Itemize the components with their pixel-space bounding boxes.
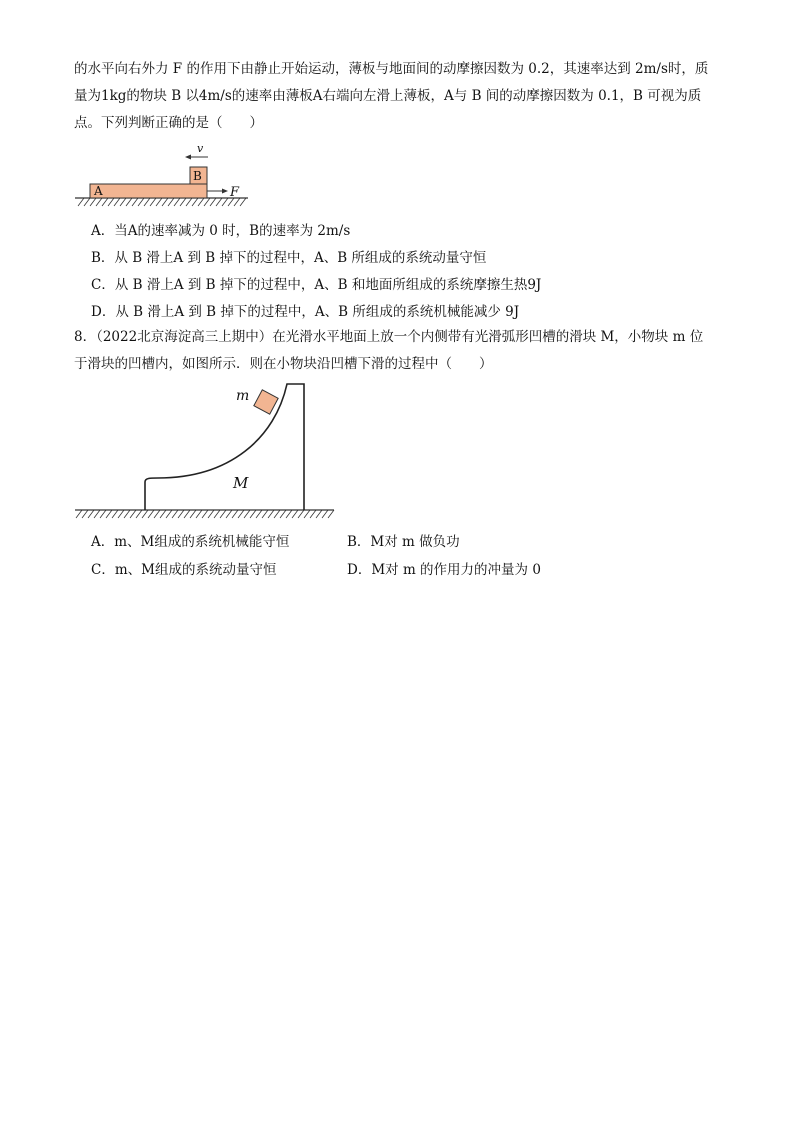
q8-option-c: C．m、M组成的系统动量守恒	[91, 562, 277, 578]
q8-stem-line: 8．（2022北京海淀高三上期中）在光滑水平地面上放一个内侧带有光滑弧形凹槽的滑块 M，小物块 m 位	[74, 329, 704, 345]
force-arrowhead	[222, 189, 228, 194]
ground-hatching	[76, 510, 334, 518]
label-small-m: m	[236, 388, 250, 404]
slider-m	[145, 384, 304, 510]
q7-figure	[70, 140, 270, 215]
ground-hatching	[78, 198, 246, 206]
q7-stem	[74, 56, 724, 137]
q7-stem-line: 量为1kg的物块 B 以4m/s的速率由薄板A右端向左滑上薄板，A与 B 间的动摩擦因数为 0.1，B 可视为质	[74, 88, 702, 104]
label-f: F	[230, 185, 240, 200]
velocity-arrowhead	[185, 155, 191, 160]
label-b: B	[193, 169, 202, 183]
q7-option-c: C．从 B 滑上A 到 B 掉下的过程中，A、B 和地面所组成的系统摩擦生热9J	[91, 277, 542, 293]
q7-option-a: A．当A的速率减为 0 时，B的速率为 2m/s	[91, 223, 351, 239]
q7-option-b: B．从 B 滑上A 到 B 掉下的过程中，A、B 所组成的系统动量守恒	[91, 250, 487, 266]
q8-option-a: A．m、M组成的系统机械能守恒	[91, 534, 290, 550]
label-a: A	[94, 184, 103, 198]
q8-stem-line: 于滑块的凹槽内，如图所示．则在小物块沿凹槽下滑的过程中（ ）	[74, 356, 493, 372]
plank-a	[90, 184, 207, 198]
q8-option-b: B．M对 m 做负功	[347, 534, 460, 550]
q8-option-d: D．M对 m 的作用力的冲量为 0	[347, 562, 541, 578]
q8-stem	[74, 324, 724, 378]
label-big-m: M	[233, 474, 249, 492]
label-v: v	[197, 142, 204, 155]
q7-stem-line: 点。下列判断正确的是（ ）	[74, 115, 263, 131]
q7-stem-line: 的水平向右外力 F 的作用下由静止开始运动，薄板与地面间的动摩擦因数为 0.2，其速率达到 2m/s时，质	[74, 61, 709, 77]
block-m	[254, 390, 278, 414]
q8-figure	[70, 378, 340, 523]
q7-option-d: D．从 B 滑上A 到 B 掉下的过程中，A、B 所组成的系统机械能减少 9J	[91, 304, 520, 320]
